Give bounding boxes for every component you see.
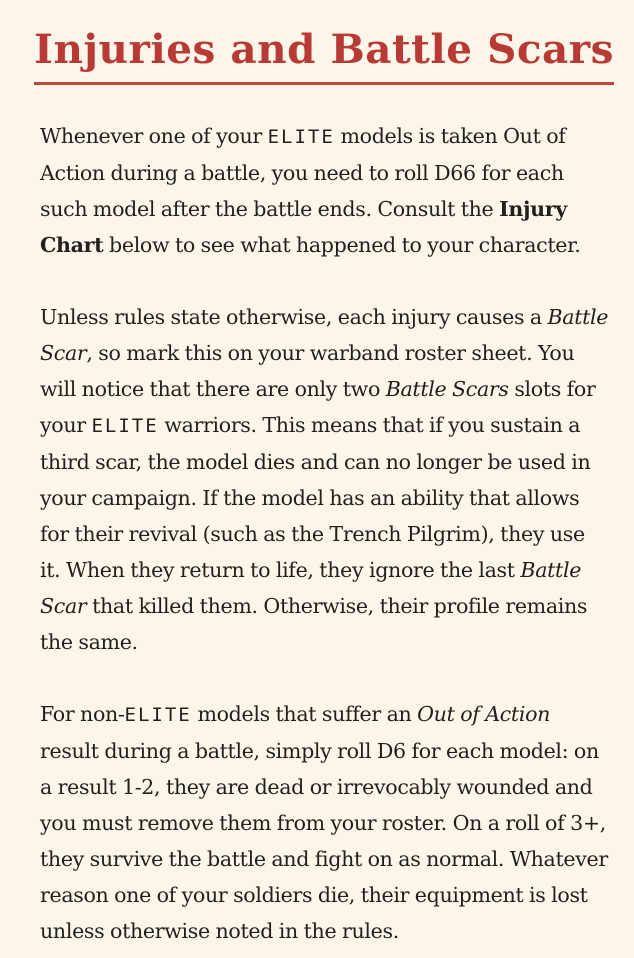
text-line: result during a battle, simply roll D6 for each model: on [40,739,599,763]
text-line: you must remove them from your roster. On a roll of 3+, [40,811,606,835]
text-span: Unless rules state otherwise, each injury causes a [40,305,548,329]
text-span: that killed them. Otherwise, their profile remains [86,594,588,618]
text-line: unless otherwise noted in the rules. [40,919,399,943]
text-span: , so mark this on your warband roster sheet. You [86,341,575,365]
text-span: it. When they return to life, they ignore the last [40,558,521,582]
text-line [40,191,614,227]
elite-keyword: ELITE [267,126,335,148]
paragraph-battle-scars [40,299,614,660]
text-span: such model after the battle ends. Consult the [40,197,500,221]
text-span: warriors. This means that if you sustain a [158,413,581,437]
battle-scar-term: Scar [40,341,87,365]
paragraph-elite-injury [40,118,614,263]
text-span: below to see what happened to your character. [103,233,581,257]
text-span: Whenever one of your [40,124,268,148]
elite-keyword: ELITE [124,704,192,726]
title-underline [34,82,614,85]
battle-scar-term: Scar [40,594,87,618]
text-line: they survive the battle and fight on as normal. Whatever [40,847,608,871]
text-line [40,371,614,407]
battle-scar-term: Battle [520,558,582,582]
text-span: models that suffer an [191,702,418,726]
out-of-action-term: Out of Action [417,702,551,726]
paragraph-non-elite [40,696,614,949]
text-span: models is taken Out of [334,124,566,148]
text-line: third scar, the model dies and can no longer be used in [40,450,591,474]
text-span: will notice that there are only two [40,377,386,401]
text-line [40,552,614,588]
page-title: Injuries and Battle Scars [34,25,614,73]
text-line: for their revival (such as the Trench Pilgrim), they use [40,522,585,546]
text-line [40,588,614,624]
injury-chart-ref: Injury [499,197,567,221]
text-line: a result 1-2, they are dead or irrevocably wounded and [40,775,593,799]
text-line: Action during a battle, you need to roll D66 for each [40,161,564,185]
text-span: your [40,413,92,437]
text-line [40,696,614,733]
text-line [40,407,614,444]
text-span: slots for [508,377,596,401]
text-line [40,227,614,263]
text-line [40,118,614,155]
injury-chart-ref: Chart [40,233,104,257]
text-line: your campaign. If the model has an ability that allows [40,486,580,510]
text-span: For non- [40,702,125,726]
battle-scars-term: Battle Scars [385,377,509,401]
text-line: the same. [40,630,138,654]
battle-scar-term: Battle [547,305,609,329]
elite-keyword: ELITE [91,415,159,437]
text-line: reason one of your soldiers die, their equipment is lost [40,883,588,907]
text-line [40,335,614,371]
text-line [40,299,614,335]
